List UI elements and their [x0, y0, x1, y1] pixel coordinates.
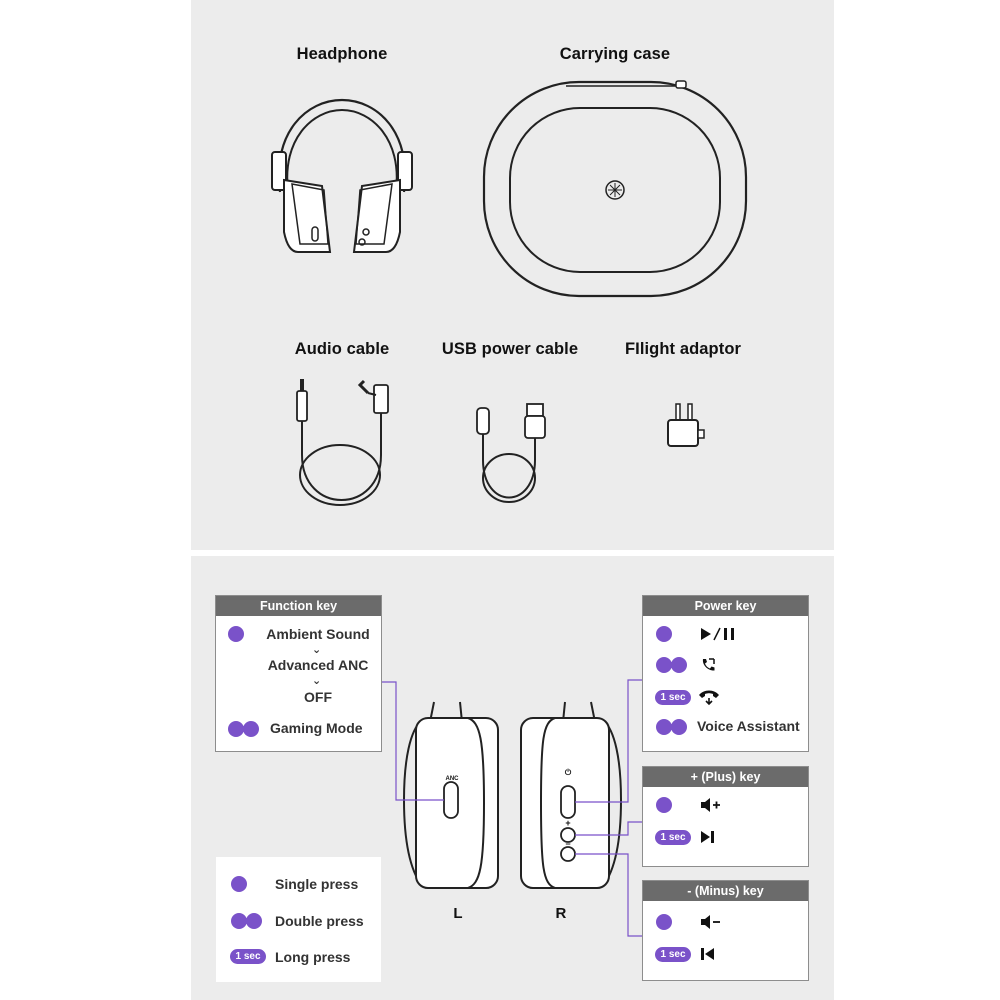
- legend-single-press: Single press: [275, 876, 359, 892]
- legend-long-press: Long press: [275, 949, 351, 965]
- chevron-down-icon: ⌄: [312, 675, 322, 687]
- long-press-badge: 1 sec: [655, 947, 691, 962]
- chevron-down-icon: ⌄: [312, 644, 322, 656]
- legend-double-press: Double press: [275, 913, 364, 929]
- plus-symbol-icon: +: [565, 818, 571, 828]
- ambient-sound-label: Ambient Sound: [266, 626, 370, 642]
- long-press-badge: 1 sec: [230, 949, 266, 964]
- usb-power-cable-label: USB power cable: [441, 340, 579, 358]
- left-side-label: L: [453, 905, 463, 922]
- advanced-anc-label: Advanced ANC: [267, 657, 369, 673]
- right-side-label: R: [555, 905, 567, 922]
- long-press-badge: 1 sec: [655, 830, 691, 845]
- audio-cable-label: Audio cable: [294, 340, 390, 358]
- minus-symbol-icon: −: [565, 839, 571, 849]
- off-label: OFF: [304, 689, 332, 705]
- carrying-case-label: Carrying case: [559, 45, 671, 63]
- power-key-title: Power key: [643, 596, 808, 616]
- long-press-badge: 1 sec: [655, 690, 691, 705]
- power-symbol-icon: ⏻: [564, 768, 572, 777]
- function-key-title: Function key: [216, 596, 381, 616]
- anc-button-label: ANC: [445, 776, 459, 782]
- headphone-label: Headphone: [296, 45, 388, 63]
- gaming-mode-label: Gaming Mode: [270, 720, 363, 736]
- minus-key-title: - (Minus) key: [643, 881, 808, 901]
- plus-key-title: + (Plus) key: [643, 767, 808, 787]
- voice-assistant-label: Voice Assistant: [697, 718, 800, 734]
- flight-adaptor-label: FIlight adaptor: [624, 340, 742, 358]
